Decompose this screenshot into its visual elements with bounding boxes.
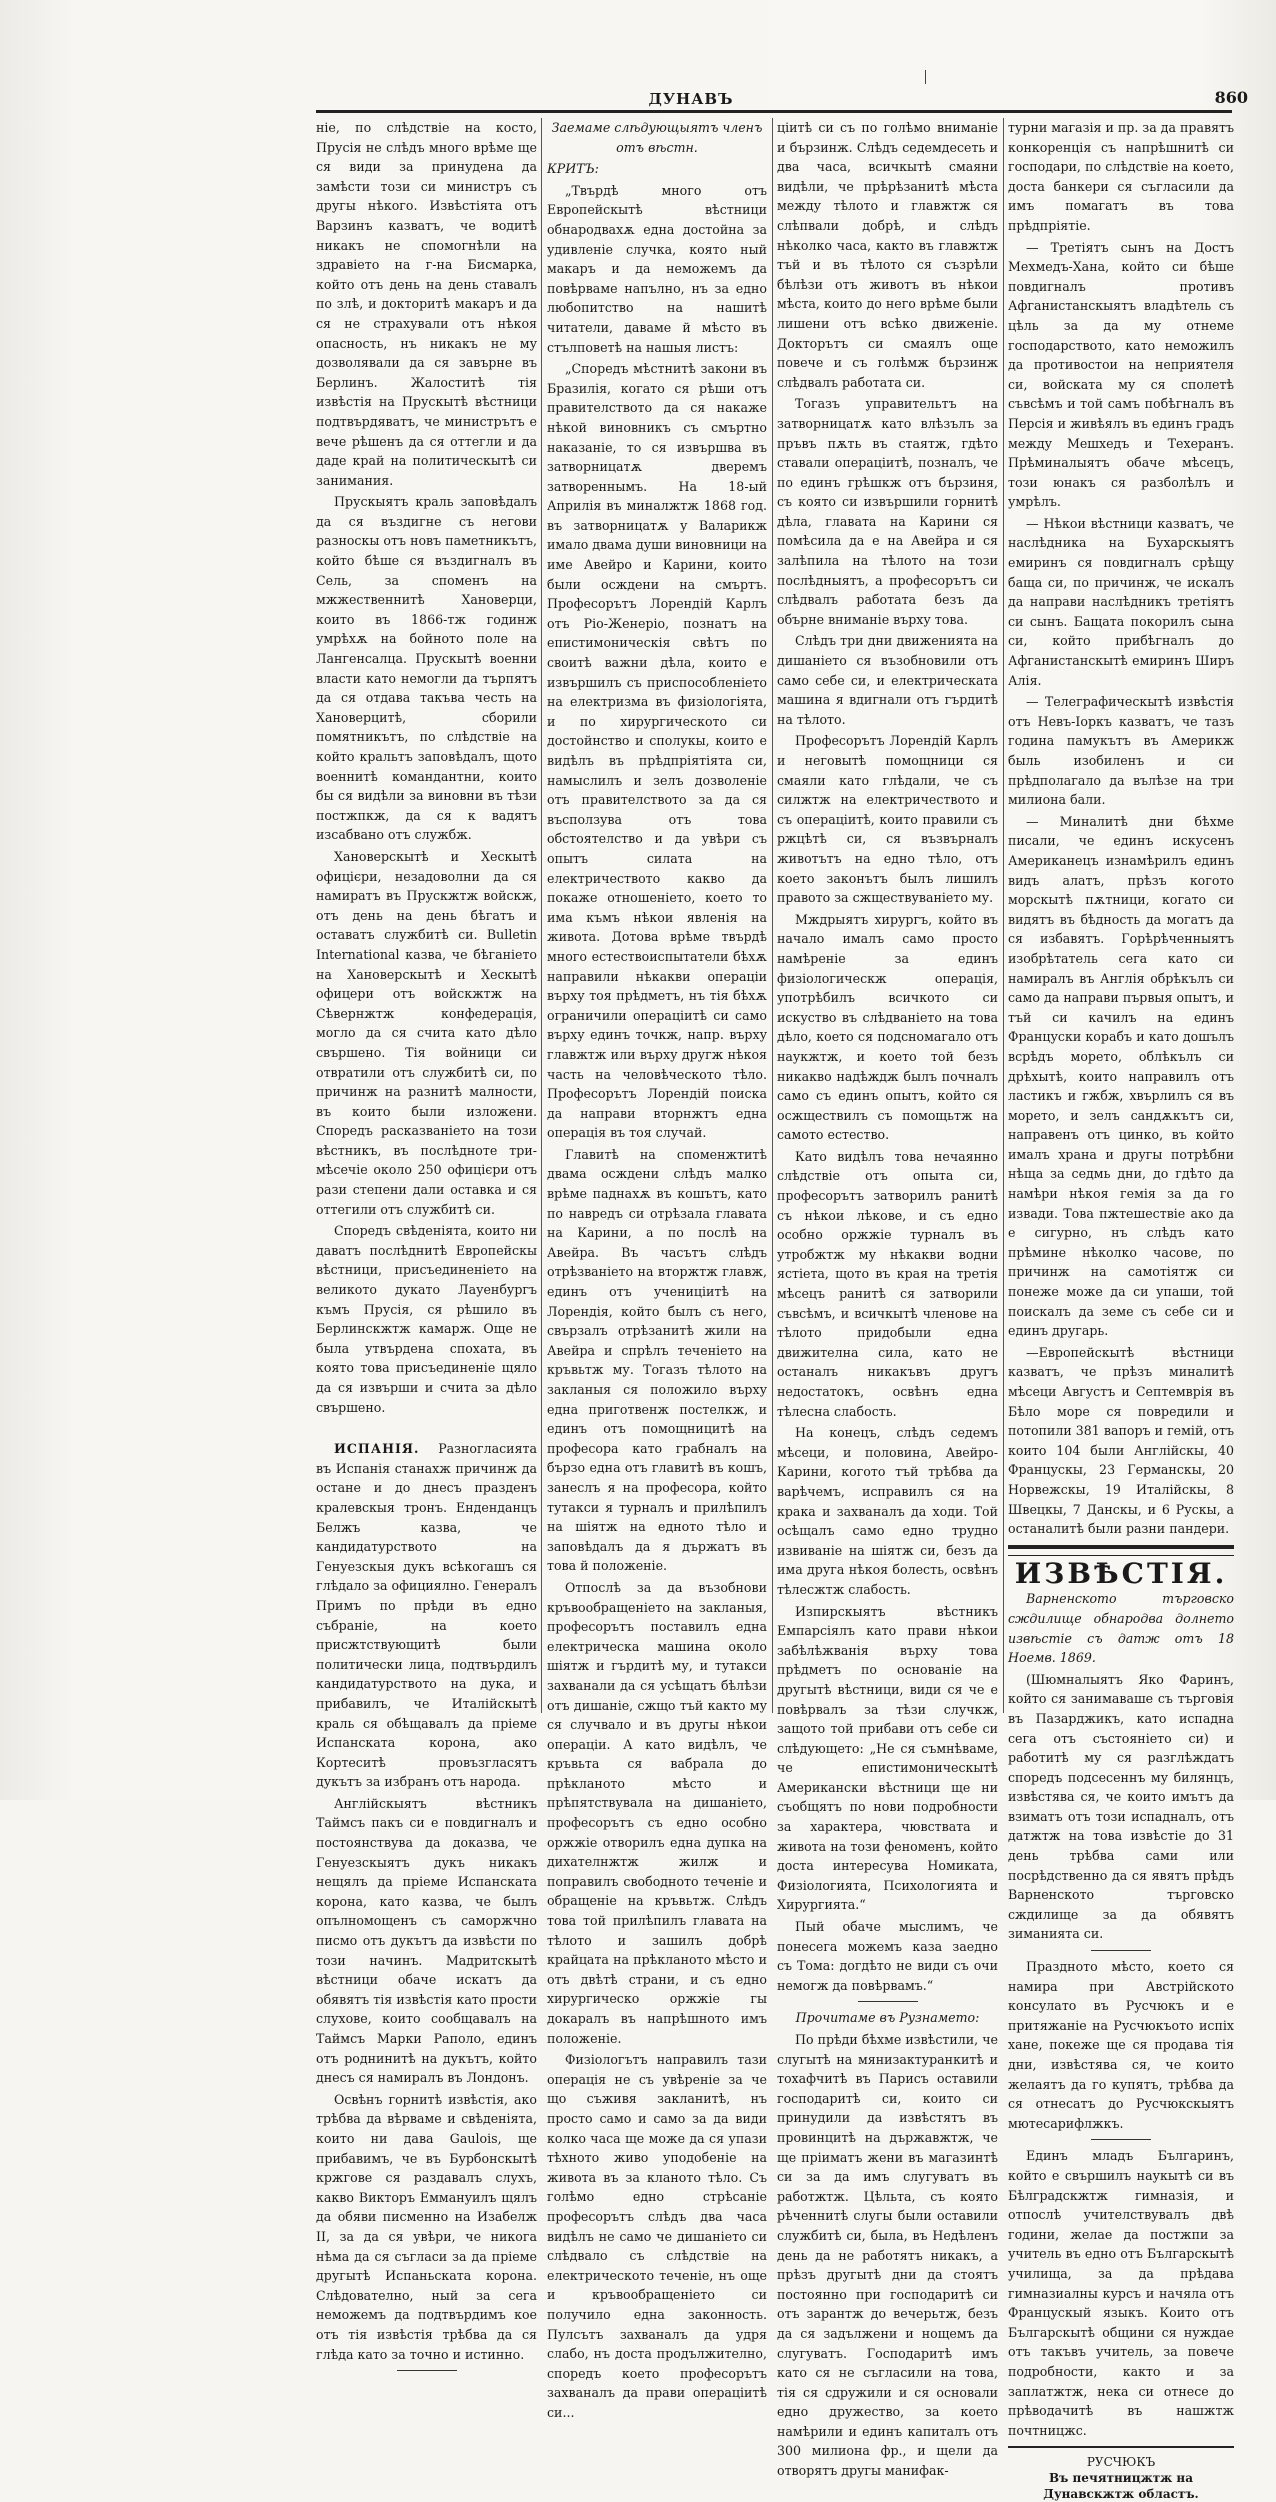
page-number: 860 [1214, 88, 1248, 107]
crete-cont-5: Мждрыятъ хирургъ, който въ начало ималъ само просто намѣреніе за единъ физіологическж операція, употрѣбилъ всичкото си искуство въ слѣдваніето на това дѣло, което ся подсномагало отъ наукжтж, и което той безъ никакво надѣждж былъ почналъ само съ единъ опытъ, който ся осжществилъ съ помощьтж на самото естество. [777, 911, 998, 1143]
imprint-rule [1008, 2446, 1234, 2448]
crete-para-4: Отпослѣ за да възобнови кръвообращеніето на закланыя, професорътъ поставилъ една електрическа машина около шіятж и гърдитѣ му, и тутакси захванали да ся усѣщатъ бѣлѣзи отъ дишаніе, сжщо тъй както му ся случвало и въ другы нѣкои операціи. А като видѣлъ, че кръвьта ся вабрала до прѣкланото мѣсто и прѣпятствувала на дишаніето, професорътъ съ едно особно оржжіе отворилъ една дупка на дихателнжтж жилж и поправилъ свободното теченіе и обращеніе на кръвьтж. Слѣдъ това той прилѣпилъ главата на тѣлото и зашилъ добрѣ крайцата на прѣкланото мѣсто и отъ двѣтѣ страни, и съ едно хирургическо оржжіе гы докаралъ въ напрѣшното имъ положеніе. [547, 1579, 767, 2046]
crete-para-2: „Споредъ мѣстнитѣ закони въ Бразилія, когато ся рѣши отъ правителството да ся накаже нѣкой виновникъ съ смъртно наказаніе, то ся извършва въ затворницатѫ дверемъ затвореннымъ. На 18-ый Априлія въ миналжтж 1868 год. въ затворницатѫ у Валарикж имало двама души виновници на име Авейро и Карини, които были осждени на смъртъ. Професорътъ Лорендій Карлъ отъ Ріо-Женеріо, познатъ на епистимоническія свѣтъ по своитѣ важни дѣла, които е извършилъ съ приспособленіето на електризма въ физіологіята, и по хирургическото си достойнство и сполукы, които е видѣлъ въ прѣдпріятіята си, намыслилъ и зелъ дозволеніе отъ правителството за да ся въсползува отъ това обстоятелство и да увѣри съ опытъ силата на електричеството какво да покаже отношеніето, което то има къмъ нѣкои явленія на живота. Дотова врѣме твърдѣ много естествоиспытатели бѣхѫ направили нѣкакви операціи върху тоя прѣдметъ, нъ тія бѣхѫ ограничили операціитѣ си само върху единъ точкж, напр. върху главжтж или върху другж нѣкоя часть на человѣческото тѣло. Професорътъ Лорендій поиска да направи вторнжтъ една операція въ тоя случай. [547, 361, 767, 1141]
notice-rule [1091, 1950, 1151, 1951]
imprint [1008, 2454, 1234, 2502]
section-thin-rule [1008, 1555, 1234, 1556]
column-divider [541, 118, 542, 1713]
article-prussia-1: ніе, по слѣдствіе на косто, Прусія не слѣдъ много врѣме ще ся види за принудена да замѣсти този си министръ съ другы нѣкого. Извѣстіята отъ Варзинъ казватъ, че водитѣ никакъ не спомогнѣли на здравіето на г-на Бисмарка, който отъ день на день ставалъ по злѣ, и докторитѣ макаръ и да ся не страхували отъ нѣкоя опасность, нъ никакъ не му дозволявали да ся завърне въ Берлинъ. Жалоститѣ тія извѣстія на Прускытѣ вѣстници подтвърдяватъ, че министрътъ е вече рѣшенъ да ся оттегли и да даде край на политическытѣ си занимания. [316, 120, 537, 488]
print-mark [925, 70, 926, 84]
notice-varna-intro: Варненското търговско сждилище обнародва долнето извѣстіе съ датж отъ 18 Ноемв. 1869. [1008, 1591, 1234, 1666]
news-newyork: — Телеграфическытѣ извѣстія отъ Невъ-Іоркъ казватъ, че тазъ година памукътъ въ Америкж быль изобиленъ и си прѣдполагало да вълѣзе на три милиона бали. [1008, 694, 1234, 808]
crete-cont-3: Слѣдъ три дни движенията на дишаніето ся възобновили отъ само себе си, и електрическата машина я вдигнали отъ гърдитѣ на тѣлото. [777, 633, 998, 727]
crete-heading: КРИТЪ: [547, 161, 599, 177]
news-bukhara: — Нѣкои вѣстници казватъ, че наслѣдника на Бухарскыятъ емиринъ ся повдигналъ срѣщу баща си, по причинж, че искалъ да направи наслѣдникъ третіятъ си сынъ. Бащата покорилъ сына си, който прибѣгналъ до Афганистанскытѣ емиринъ Ширъ Алія. [1008, 515, 1234, 688]
article-spain-2: Англійскыятъ вѣстникъ Таймсъ пакъ си е повдигналъ и постоянствува да доказва, че Генуезскыятъ дукъ никакъ нещялъ да пріеме Испанската корона, като казва, че былъ опълномощенъ съ саморжчно писмо отъ дукътъ да извѣсти по този начинъ. Мадритскытѣ вѣстници обаче искатъ да обявятъ тія извѣстія като прости слухове, които сообщавалъ на Таймсъ Марки Раполо, единъ отъ роднинитѣ на дукътъ, който днесъ ся намиралъ въ Лондонъ. [316, 1795, 537, 2086]
spain-heading: ИСПАНІЯ. [334, 1441, 420, 1457]
notice-varna: (Шюмналыятъ Яко Фаринъ, който ся занимаваше съ търговія въ Пазарджикъ, като испадна сега отъ състояніето си) и работитѣ му ся разглѣждатъ споредъ подсесеннъ му билянцъ, извѣстява ся, че които имътъ да взиматъ отъ този испадналъ, отъ датжтж на това извѣстіе до 31 день трѣбва сами или посрѣдственно да ся явятъ прѣдъ Варненското търговско сждилище за да обявятъ зиманията си. [1008, 1671, 1234, 1942]
paris-article: По прѣди бѣхме извѣстили, че слугытѣ на мянизактуранкитѣ и тохафчитѣ въ Парисъ оставили господаритѣ си, които си принудили да извѣстятъ въ провинцитѣ на държавжтж, че ще пріиматъ жени въ магазинтѣ си за да имъ слугуватъ въ работжтж. Цѣльта, съ която рѣченнитѣ слугы были оставили службитѣ си, была, въ Недѣленъ день да не работятъ никакъ, а прѣзъ другытѣ дни да стоятъ постоянно при господаритѣ си отъ зарантж до вечерьтж, безъ да ся задължени и нощемъ да слугуватъ. Господаритѣ имъ като ся не съгласили на това, тія ся сдружили и ся основали едно дружество, за което намѣрили и единъ капиталъ отъ 300 милиона фр., и щели да отворятъ другы манифак- [777, 2032, 998, 2479]
crete-cont-2: Тогазъ управительтъ на затворницатѫ като влѣзълъ за пръвъ пѫть въ стаятж, гдѣто ставали операціитѣ, позналъ, че по единъ грѣшкж отъ бързиня, съ която си извършили горнитѣ дѣла, главата на Карини ся помѣсила да е на Авейра и ся залѣпила на тѣлото на този послѣдныятъ, а професорътъ си слѣдвалъ работата безъ да обърне вниманіе върху това. [777, 396, 998, 627]
news-american-inventor: — Миналитѣ дни бѣхме писали, че единъ искусенъ Американецъ изнамѣрилъ единъ видъ алатъ, прѣзъ когото морскытѣ пѫтници, когато си видятъ въ бѣдность да могатъ да ся избавятъ. Горѣрѣченныятъ изобрѣтатель сега като си намиралъ въ Англія обрѣкълъ си само да направи първыя опытъ, и тъй си качилъ на единъ Француски корабъ и като дошълъ всрѣдъ морето, облѣкълъ си дрѣхытѣ, които направилъ отъ ластикъ и гжбж, хвърлилъ ся въ морето, и зелъ сандѫкътъ си, направенъ отъ цинко, въ който ималъ храна и другы потрѣбни нѣща за седмь дни, до гдѣто да намѣри нѣкоя гемія за да го извади. Това пжтешествіе ако да е сигурно, нъ слѣдъ като прѣмине нѣколко часове, по причинж на самотіятж си понеже може да си упаши, той поискалъ да земе съ себе си и единъ другарь. [1008, 813, 1234, 1339]
notice-ruse-plot: Праздното мѣсто, което ся намира при Австрійското консулато въ Русчюкъ и е притяжаніе на Русчюкъото испіх хане, покеже ще ся продава тія дни, извѣстява ся, че които желаятъ да го купятъ, трѣбва да ся отнесатъ до Русчюкскыятъ мютесарифлжкъ. [1008, 1959, 1234, 2131]
section-rule [858, 2001, 918, 2002]
crete-intro: Заемаме слѣдующыятъ членъ отъ вѣстн. [551, 120, 763, 155]
crete-cont-9: Пый обаче мыслимъ, че понесега можемъ каза заедно съ Тома: догдѣто не види съ очи немогж да повѣрвамъ.“ [777, 1919, 998, 1993]
crete-para-5: Физіологътъ направилъ тази операція не съ увѣреніе за че що съживя закланитѣ, нъ просто само и само за да види колко часа ще може да ся упази тѣхното живо уподобеніе на живота въ за кланото тѣло. Съ голѣмо едно стрѣсаніе професорътъ слѣдъ два часа видѣлъ не само че дишаніето си слѣдвало съ слѣдствіе на електрическото теченіе, нъ още и кръвообращеніето си получило една законность. Пулсътъ захваналъ да удря слабо, нъ доста продължително, споредъ което професорътъ захваналъ да прави операціитѣ си... [547, 2052, 767, 2420]
paris-cont: турни магазія и пр. за да правятъ конкоренція съ напрѣшнитѣ си господари, по слѣдствіе на което, доста банкери ся съгласили да имъ помагатъ въ това прѣдпріятіе. [1008, 120, 1234, 233]
notice-rule [1091, 2139, 1151, 2140]
header-rule [316, 110, 1232, 113]
article-prussia-3: Хановерскытѣ и Хескытѣ офицієри, незадоволни да ся намиратъ въ Прускжтж войскж, отъ день на день бѣгатъ и оставатъ службитѣ си. Bulletin International казва, че бѣганіето на Хановерскытѣ и Хескытѣ офицери отъ войскжтж на Сѣвернжтж конфедерація, могло да ся счита като дѣло свършено. Тія войници си отвратили отъ службитѣ си, по причинж на разнитѣ малности, въ които были изложени. Споредъ расказваніето на този вѣстникъ, въ послѣдноте три-мѣсечіе около 250 офицієри отъ рази степени дали оставка и ся оттегили отъ службитѣ си. [316, 848, 537, 1217]
notice-teacher: Единъ младъ Българинъ, който е свършилъ наукытѣ си въ Бѣлградскжтж гимназія, и отпослѣ учителствувалъ двѣ години, желае да постжпи за учитель въ едно отъ Българскытѣ училища, за да прѣдава гимназиалны курсъ и начяла отъ Францускый языкъ. Които отъ Българскытѣ общини ся нуждае отъ такъвъ учитель, за повече подробности, както и за заплатжтж, нека си отнесе до прѣводачитѣ въ нашжтж почтницжс. [1008, 2148, 1234, 2438]
article-prussia-4: Споредъ свѣденіята, които ни даватъ послѣднитѣ Европейскы вѣстници, присъединеніето на великото дукато Лауенбургъ къмъ Прусія, ся рѣшило въ Берлинскжтж камарж. Още не была утвърдена спохата, въ която това присъединеніе щяло да ся извърши и счита за дѣло свършено. [316, 1223, 537, 1415]
crete-cont-1: ціитѣ си съ по голѣмо вниманіе и бързинж. Слѣдъ седемдесеть и два часа, всичкытѣ смаяни видѣли, че прѣрѣзанитѣ мѣста между тѣлото и главжтж ся слѣпвали добрѣ, и слѣдъ нѣколко часа, както въ главжтж тъй и въ тѣлото ся съзрѣли бѣлѣзи отъ животъ въ нѣкои мѣста, които до него врѣме были лишени отъ всѣко движеніе. Докторътъ си смаялъ още повече и съ голѣмж бързинж слѣдвалъ работата си. [777, 120, 998, 390]
article-spain-3: Освѣнъ горнитѣ извѣстія, ако трѣбва да вѣрваме и свѣденіята, които ни дава Gaulois, ще прибавимъ, че въ Бурбонскытѣ кржгове ся раздавалъ слухъ, какво Викторъ Еммануилъ щялъ да обяви писменно на Изабелж II, за да ся увѣри, че никога нѣма да ся съгласи за да пріеме другытѣ Испаньската корона. Слѣдователно, ный за сега неможемъ да подтвърдимъ кое отъ тія извѣстія трѣбва да ся глѣда като за точно и истинно. [316, 2091, 537, 2362]
column-1 [316, 118, 537, 2362]
crete-para-3: Главитѣ на споменжтитѣ двама осждени слѣдъ малко врѣме паднахѫ въ кошътъ, като по навредъ си отрѣзала главата на Карини, а по послѣ на Авейра. Въ часътъ слѣдъ отрѣзваніето на вторжтж главж, единъ отъ учениціитѣ на Лорендія, който былъ съ него, свързалъ отрѣзанитѣ жили на Авейра и спрѣлъ теченіето на кръвьтж му. Тогазъ тѣлото на закланыя ся положило върху една приготвенж постелкж, и единъ отъ помощницитѣ на професора като грабналъ на бързо една отъ главитѣ въ кошъ, занеслъ я на професора, който тутакси я турналъ и прилѣпилъ на шіятж на едното тѣло и заповѣдалъ да я държатъ въ това й положеніе. [547, 1146, 767, 1574]
page-header [316, 88, 1248, 110]
crete-cont-4: Професорътъ Лорендій Карлъ и неговытѣ помощници ся смаяли като глѣдали, че съ силжтж на електричеството и съ операціитѣ, които правили съ ржцѣтѣ си, ся възвърналъ животътъ на едно тѣло, отъ което законътъ былъ лишилъ правото за сжществуваніето му. [777, 733, 998, 906]
spain-text: Разногласията въ Испанія станахж причинж да остане и до днесъ празденъ кралевскыя тронъ. Енденданцъ Белжъ казва, че кандидатурството на Генуезскыя дукъ всѣкогашъ ся глѣдало за официялно. Генералъ Примъ по прѣди въ едно събраніе, на което присжтствующитѣ были политически лица, подтвърдилъ кандидатурството на дука, и прибавилъ, че Италійскытѣ краль ся обѣщавалъ да пріеме Испанската корона, ако Кортеситѣ провъзгласятъ дукътъ за избранъ отъ народа. [316, 1441, 537, 1790]
crete-para-1: „Твърдѣ много отъ Европейскытѣ вѣстници обнародвахѫ една достойна за удивленіе случка, която ный макаръ и да неможемъ да повѣрваме напълно, нъ за едно любопитство на нашитѣ читатели, даваме й мѣсто въ стълповетѣ на нашыя листъ: [547, 182, 767, 355]
imprint-printer: Въ печятницжтж на Дунавскжтж областъ. [1043, 2471, 1199, 2502]
ruzname-intro: Прочитаме въ Рузнамето: [795, 2010, 980, 2026]
end-rule [397, 2370, 457, 2371]
column-divider [1003, 118, 1004, 1713]
section-thick-rule [1008, 1545, 1234, 1549]
news-afghan: — Третіятъ сынъ на Достъ Мехмедъ-Хана, който си бѣше повдигналъ противъ Афганистанскыятъ владѣтель съ цѣль за да му отнеме господарството, като неможилъ да противостои на неприятеля си, войската му ся сполетѣ съвсѣмъ и той самъ побѣгналъ въ Персія и живѣялъ въ единъ градъ между Мешхедъ и Техеранъ. Прѣминалыятъ обаче мѣсецъ, този юнакъ ся разболѣлъ и умрѣлъ. [1008, 239, 1234, 510]
article-spain-1 [316, 1439, 537, 1792]
crete-cont-8: Изпирскыятъ вѣстникъ Емпарсіялъ като прави нѣкои забѣлѣжванія върху това прѣдметъ по основаніе на другытѣ вѣстници, види ся че е повѣрвалъ за тѣзи случкж, защото той прибави отъ себе си слѣдующето: „Не ся съмнѣваме, че епистимоническытѣ Американски вѣстници ще ни съобщятъ по нови подробности за характера, чювствата и живота на този феноменъ, който доста интересува Номиката, Физіологията, Психологията и Хирургията.“ [777, 1603, 998, 1913]
crete-cont-7: На конецъ, слѣдъ седемъ мѣсеци, и половина, Авейро-Карини, когото тъй трѣбва да варѣчемъ, исправилъ ся на крака и захваналъ да ходи. Той осѣщалъ само едно трудно извиваніе на шіятж си, безъ да има друга нѣкоя болесть, освѣнъ тѣлесжтж слабость. [777, 1425, 998, 1597]
column-divider [772, 118, 773, 1713]
crete-cont-6: Като видѣлъ това нечаянно слѣдствіе отъ опыта си, професорътъ затворилъ ранитѣ съ нѣкои лѣкове, и съ едно особно оржжіе турналъ въ утробжтж му нѣкакви водни ястіета, щото въ края на третія мѣсецъ ранитѣ ся затворили съвсѣмъ, и всичкытѣ членове на тѣлото придобыли една движителна сила, като не останалъ никакъвъ другъ недостатокъ, освѣнъ една тѣлесна слабость. [777, 1148, 998, 1419]
column-3 [777, 118, 998, 2479]
article-prussia-2: Прускыятъ краль заповѣдалъ да ся въздигне съ негови разноскы отъ новъ паметникътъ, който бѣше ся въздигналъ въ Сель, за споменъ на мжжественнитѣ Хановерци, които въ 1866-тж годинж умрѣхѫ на бойното поле на Лангенсалца. Прускытѣ военни власти като немогли да търпятъ да ся отдава такъва честь на Хановерцитѣ, сборили помятникътъ, по слѣдствіе на който кральтъ заповѣдалъ, щото военнитѣ командантни, които бы ся видѣли за виновни въ тѣзи постжпкж, да ся к вадятъ изсабвано отъ службж. [316, 494, 537, 843]
imprint-city: РУСЧЮКЪ [1086, 2455, 1156, 2470]
column-2 [547, 118, 767, 2420]
newspaper-title: ДУНАВЪ [648, 90, 734, 108]
column-4 [1008, 118, 1234, 2502]
notices-heading: ИЗВѢСТІЯ. [1014, 1556, 1228, 1590]
news-shipwrecks: —Европейскытѣ вѣстници казватъ, че прѣзъ миналитѣ мѣсеци Августъ и Септемврія въ Бѣло море ся повредили и потопили 381 вапоръ и гемій, отъ които 104 были Англійскы, 40 Францускы, 23 Германскы, 20 Норвежскы, 19 Италійскы, 8 Швецкы, 7 Данскы, и 6 Рускы, а останалитѣ были разни пандери. [1008, 1344, 1234, 1537]
